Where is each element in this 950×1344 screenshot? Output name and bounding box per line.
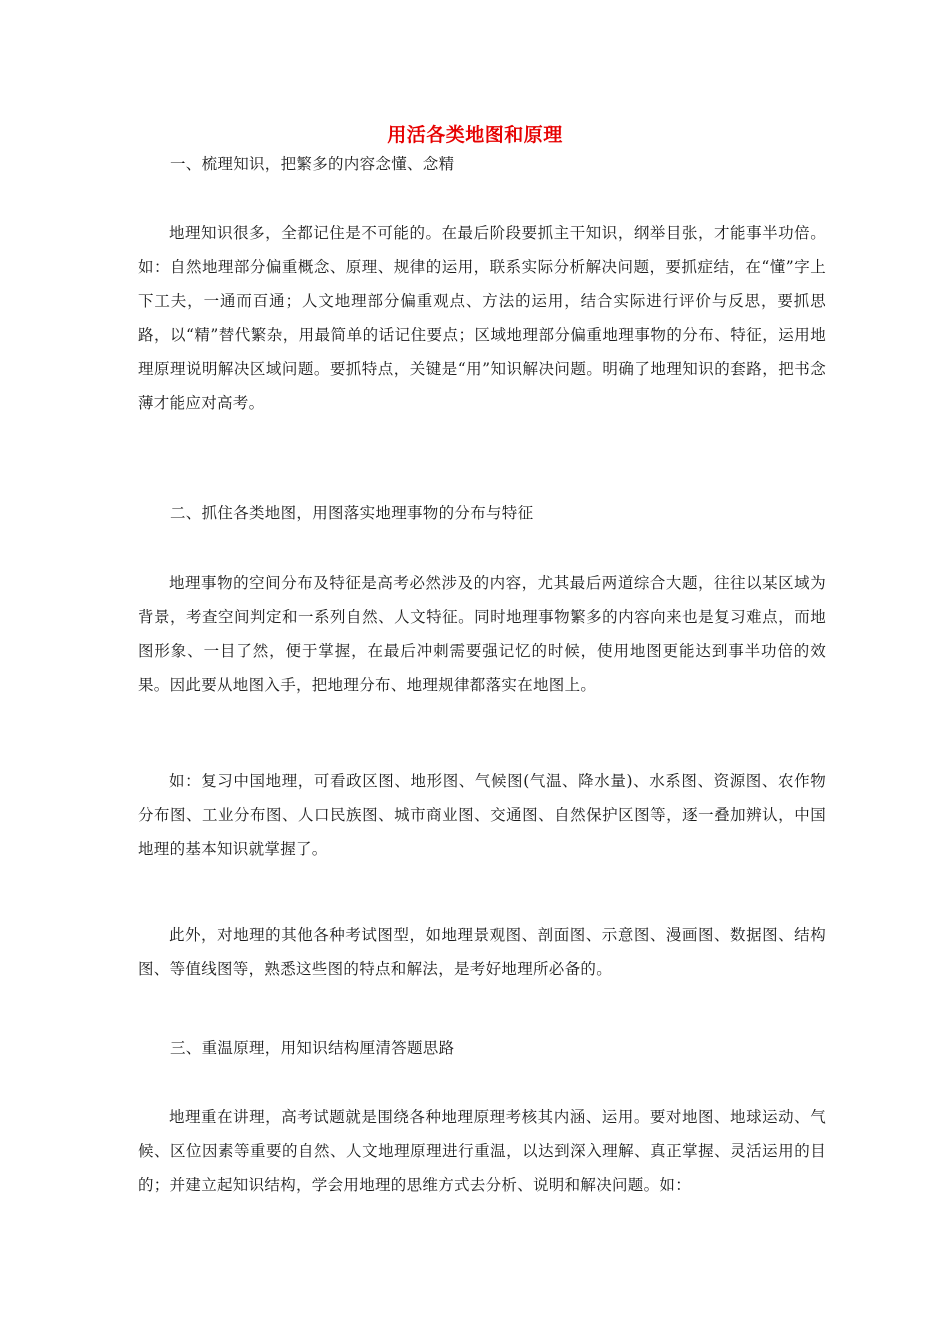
section-3-heading: 三、重温原理，用知识结构厘清答题思路 [170,1039,455,1057]
paragraph-text: 地理事物的空间分布及特征是高考必然涉及的内容，尤其最后两道综合大题，往往以某区域为背景，考查空间判定和一系列自然、人文特征。同时地理事物繁多的内容向来也是复习难点，而地图形象、一目了然，便于掌握，在最后冲刺需要强记忆的时候，使用地图更能达到事半功倍的效果。因此要从地图入手，把地理分布、地理规律都落实在地图上。 [138,574,826,694]
section-1-paragraph-1 [138,216,826,420]
paragraph-text: 地理重在讲理，高考试题就是围绕各种地理原理考核其内涵、运用。要对地图、地球运动、气候、区位因素等重要的自然、人文地理原理进行重温，以达到深入理解、真正掌握、灵活运用的目的；并建立起知识结构，学会用地理的思维方式去分析、说明和解决问题。如： [138,1108,826,1194]
section-2-paragraph-2 [138,764,826,866]
paragraph-text: 地理知识很多，全都记住是不可能的。在最后阶段要抓主干知识，纲举目张，才能事半功倍。如：自然地理部分偏重概念、原理、规律的运用，联系实际分析解决问题，要抓症结，在“懂”字上下工夫，一通而百通；人文地理部分偏重观点、方法的运用，结合实际进行评价与反思，要抓思路，以“精”替代繁杂，用最简单的话记住要点；区域地理部分偏重地理事物的分布、特征，运用地理原理说明解决区域问题。要抓特点，关键是“用”知识解决问题。明确了地理知识的套路，把书念薄才能应对高考。 [138,224,826,412]
document-title: 用活各类地图和原理 [387,124,563,146]
section-2-paragraph-3 [138,918,826,986]
section-2-heading: 二、抓住各类地图，用图落实地理事物的分布与特征 [170,504,534,522]
section-2-paragraph-1 [138,566,826,702]
paragraph-text: 如：复习中国地理，可看政区图、地形图、气候图(气温、降水量)、水系图、资源图、农作物分布图、工业分布图、人口民族图、城市商业图、交通图、自然保护区图等，逐一叠加辨认，中国地理的基本知识就掌握了。 [138,772,826,858]
paragraph-text: 此外，对地理的其他各种考试图型，如地理景观图、剖面图、示意图、漫画图、数据图、结构图、等值线图等，熟悉这些图的特点和解法，是考好地理所必备的。 [138,926,826,978]
section-3-paragraph-1 [138,1100,826,1202]
section-1-heading: 一、梳理知识，把繁多的内容念懂、念精 [170,155,455,173]
